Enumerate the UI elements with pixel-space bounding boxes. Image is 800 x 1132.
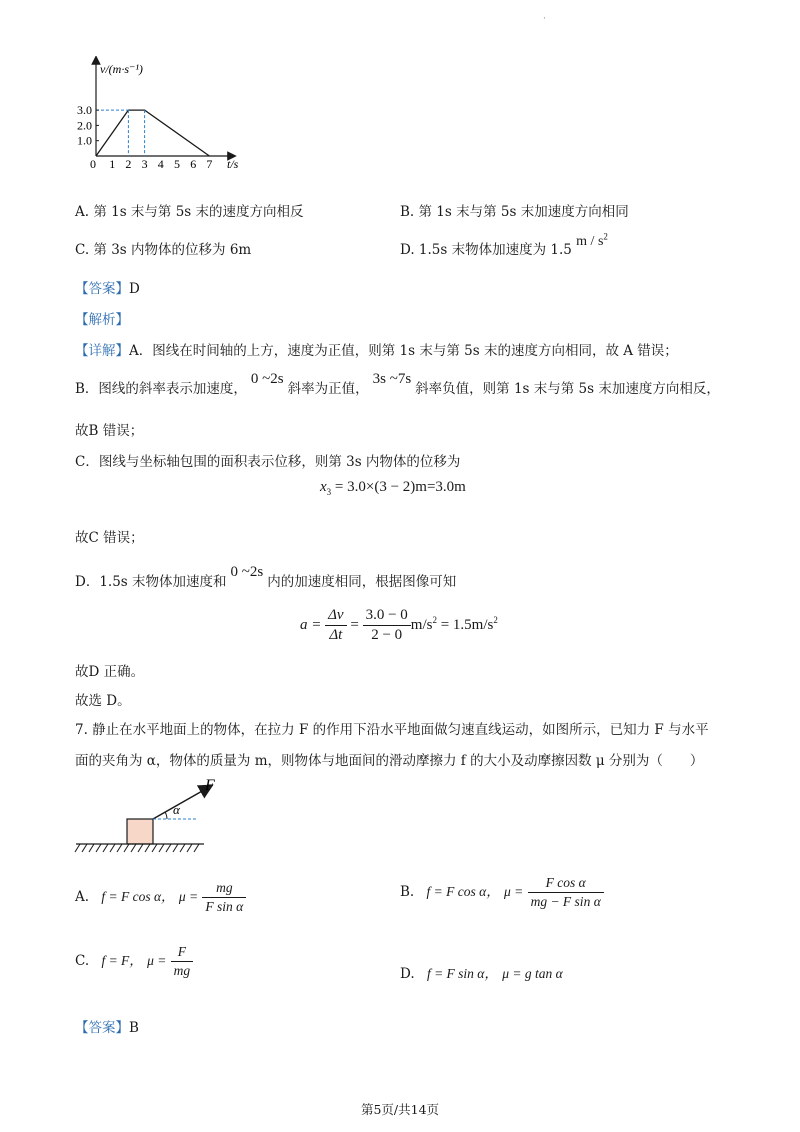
x-tick-label: 3 [141,157,148,171]
q6-detail-d-end: 故D 正确。 [75,664,145,680]
q7-answer: 【答案】B [75,1020,139,1036]
ground-hatch [124,844,129,852]
q6-option-c: C. 第 3s 内物体的位移为 6m [75,242,252,258]
q6-detail-a: 【详解】A．图线在时间轴的上方，速度为正值，则第 1s 末与第 5s 末的速度方向相同，故 A 错误； [75,343,678,359]
vt-graph [72,56,262,171]
q7-stem-line2: 面的夹角为 α，物体的质量为 m，则物体与地面间的滑动摩擦力 f 的大小及动摩擦因数 μ 分别为（ ） [75,753,704,769]
q6-detail-c: C．图线与坐标轴包围的面积表示位移，则第 3s 内物体的位移为 [75,454,461,470]
y-axis-label: v/(m·s⁻¹) [100,62,143,76]
q6-detail-c-end: 故C 错误； [75,530,144,546]
q7-stem-line1: 7. 静止在水平地面上的物体，在拉力 F 的作用下沿水平地面做匀速直线运动，如图所示，已知力 F 与水平 [75,722,709,738]
force-arrow [153,786,211,819]
x-tick-label: 5 [174,157,180,171]
ground-hatch [173,844,178,852]
q6-detail-b-end: 故B 错误； [75,423,144,439]
y-tick-label: 1.0 [77,133,92,148]
y-tick-label: 3.0 [77,103,92,118]
ground-hatch [96,844,101,852]
ground-hatch [180,844,185,852]
x-tick-label: 4 [157,157,164,171]
q6-choose: 故选 D。 [75,693,131,709]
ground-hatch [89,844,94,852]
q7-option-a: A. f = F cos α， μ = $\frac{mg}{\text{F sin α}}$ [75,880,246,915]
alpha-label: α [173,802,180,817]
x-tick-label: 1 [109,157,116,171]
q6-analysis-tag: 【解析】 [75,312,129,328]
ground-hatch [138,844,143,852]
x-axis-label: t/s [227,157,239,171]
x-tick-label: 0 [90,157,96,171]
ground-hatch [166,844,171,852]
ground-hatch [110,844,115,852]
x-tick-label: 2 [125,157,132,171]
q7-option-c: C. f = F， μ = $\frac{F}{mg}$ [75,944,193,979]
ground-hatch [159,844,164,852]
ground-hatch [117,844,122,852]
ground-hatch [187,844,192,852]
q6-option-d: D. 1.5s 末物体加速度为 1.5 m / $s^2$ [400,231,608,258]
q7-option-b: B. f = F cos α， μ = $\frac{\text{F cos α}}{\text{mg − F sin α}}$ [400,875,604,910]
ground-hatch [103,844,108,852]
ground-hatch [75,844,80,852]
velocity-line [96,110,209,156]
q6-detail-d: D．1.5s 末物体加速度和0 ~2s内的加速度相同，根据图像可知 [75,564,457,590]
q7-option-d: D. f = F sin α， μ = g tan α [400,966,563,982]
angle-arc [165,812,167,819]
q6-detail-b: B．图线的斜率表示加速度，0 ~2s斜率为正值，3s ~7s斜率负值，则第 1s 末与第 5s 末加速度方向相反， [75,371,720,397]
ground-hatch [131,844,136,852]
q6-option-a: A. 第 1s 末与第 5s 末的速度方向相反 [75,204,304,220]
force-label: F [205,777,215,794]
ground-hatch [194,844,199,852]
block [127,819,153,844]
page-footer: 第5页/共14页 [360,1102,440,1117]
q6-answer: 【答案】D [75,281,140,297]
q6-option-b: B. 第 1s 末与第 5s 末加速度方向相同 [400,204,629,220]
x-tick-label: 6 [190,157,197,171]
q7-force-figure [72,774,217,854]
q6-equation-c: $x_3 = 3.0\times(3 - 2)m=3.0m$ [320,479,466,497]
q6-equation-d: a = $\frac{\Delta v}{\Delta t}$ = $\frac{3.0 - 0}{2 - 0}$ $m/s^2 = 1.5m/s^2$ [300,607,498,643]
x-tick-label: 7 [206,157,213,171]
ground-hatch [82,844,87,852]
top-mark: · [543,14,546,24]
ground-hatch [145,844,150,852]
ground-hatch [152,844,157,852]
y-tick-label: 2.0 [77,118,92,133]
